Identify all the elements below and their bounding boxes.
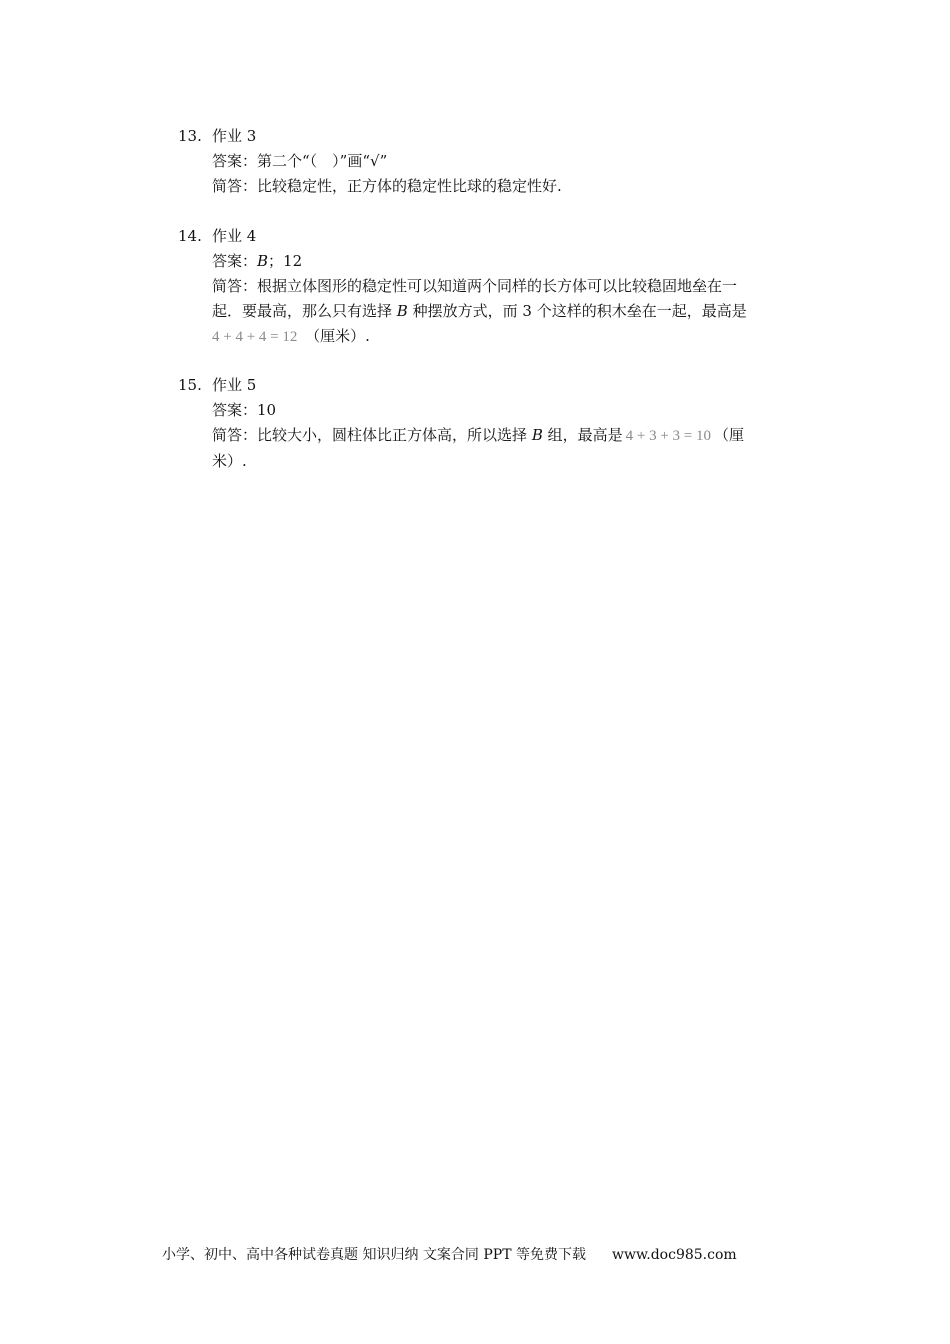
brief-line-continued (212, 324, 818, 350)
answer-text: 10 (257, 401, 277, 419)
question-number: 15. (178, 376, 202, 394)
answer-text: ；12 (268, 252, 303, 270)
brief-prefix: 简答： (212, 177, 258, 195)
question-body (178, 249, 818, 350)
question-title: 作业 3 (212, 127, 257, 145)
answer-line (212, 149, 818, 174)
answer-text: 第二个“（ ）”画“√” (257, 152, 388, 170)
brief-text: 组，最高是 (547, 426, 623, 444)
brief-line (212, 174, 818, 199)
question-14 (178, 224, 818, 350)
question-number: 14. (178, 227, 202, 245)
brief-line (212, 423, 818, 449)
brief-text: （厘 (714, 426, 745, 444)
brief-text: 根据立体图形的稳定性可以知道两个同样的长方体可以比较稳固地垒在一 (257, 277, 738, 295)
question-15 (178, 373, 818, 474)
question-number: 13. (178, 127, 202, 145)
answer-line (212, 398, 818, 423)
footer-site-link[interactable]: www.doc985.com (611, 1247, 737, 1263)
question-13 (178, 124, 818, 199)
question-body (178, 149, 818, 199)
brief-prefix: 简答： (212, 277, 258, 295)
brief-line (212, 274, 818, 299)
page-footer (162, 1243, 802, 1267)
math-expression: 4 + 4 + 4 = 12 (212, 329, 298, 345)
footer-text: 小学、初中、高中各种试卷真题 知识归纳 文案合同 PPT 等免费下载 (162, 1247, 586, 1263)
brief-text: 起．要最高，那么只有选择 (212, 302, 393, 320)
brief-prefix: 简答： (212, 426, 258, 444)
question-title: 作业 5 (212, 376, 257, 394)
question-header (178, 224, 818, 249)
brief-line-continued (212, 299, 818, 324)
brief-text: （厘米）. (305, 327, 370, 345)
question-title: 作业 4 (212, 227, 257, 245)
brief-variable: B (396, 302, 408, 320)
answer-variable: B (257, 252, 269, 270)
answer-prefix: 答案： (212, 152, 258, 170)
question-header (178, 124, 818, 149)
answer-prefix: 答案： (212, 401, 258, 419)
brief-text: 种摆放方式，而 3 个这样的积木垒在一起，最高是 (412, 302, 747, 320)
answer-line (212, 249, 818, 274)
question-body (178, 398, 818, 474)
brief-line-continued (212, 449, 818, 474)
brief-text: 比较稳定性，正方体的稳定性比球的稳定性好. (257, 177, 562, 195)
brief-text: 米）. (212, 452, 247, 470)
question-header (178, 373, 818, 398)
answer-prefix: 答案： (212, 252, 258, 270)
math-expression: 4 + 3 + 3 = 10 (625, 428, 712, 444)
brief-variable: B (531, 426, 543, 444)
brief-text: 比较大小，圆柱体比正方体高，所以选择 (257, 426, 528, 444)
